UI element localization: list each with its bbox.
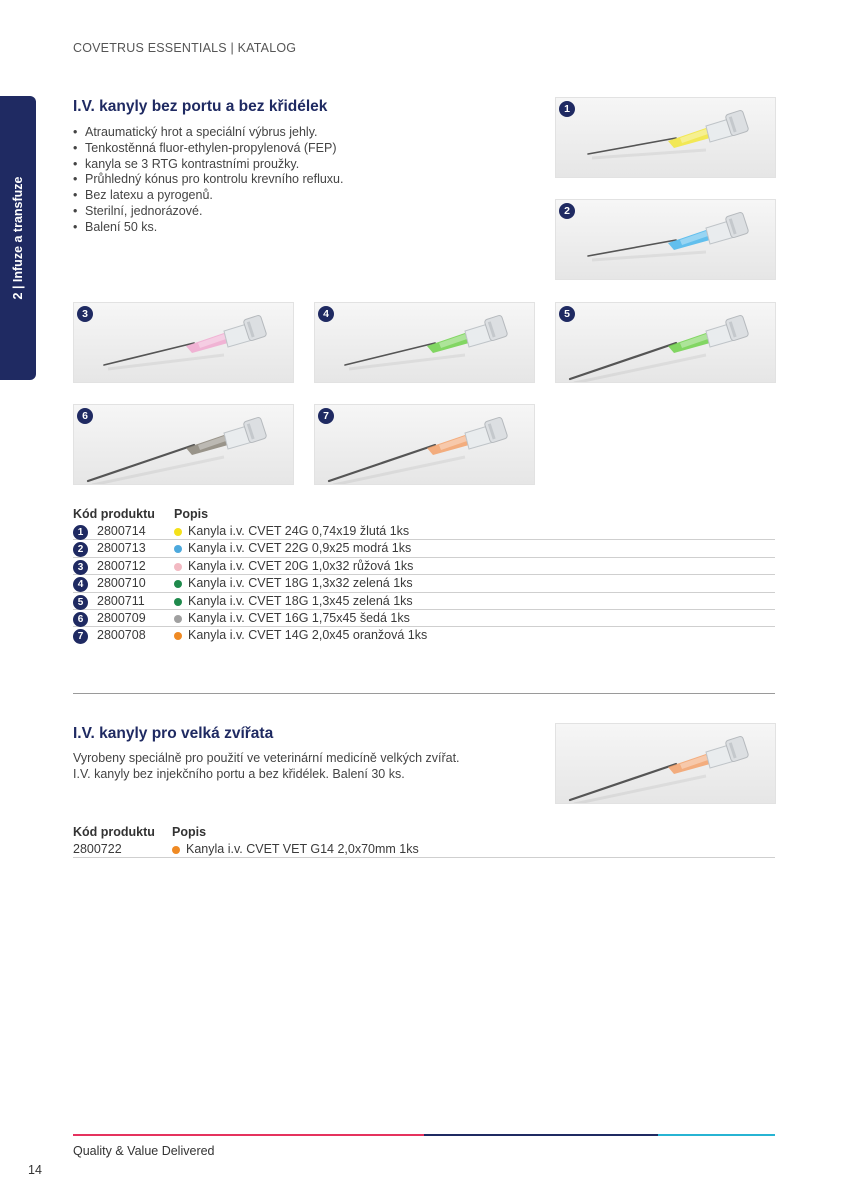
col-header-code: Kód produktu xyxy=(73,507,155,521)
footer-line-segment xyxy=(73,1134,424,1136)
product-photo-2 xyxy=(555,199,776,280)
footer-line-segment xyxy=(424,1134,658,1136)
description-line: Vyrobeny speciálně pro použití ve veterinární medicíně velkých zvířat. xyxy=(73,751,460,765)
product-code: 2800722 xyxy=(73,842,122,856)
col-header-description: Popis xyxy=(172,825,207,839)
table-row xyxy=(73,523,775,540)
chapter-side-tab xyxy=(0,96,36,380)
feature-bullet: • Atraumatický hrot a speciální výbrus jehly. xyxy=(73,125,533,141)
color-dot-icon xyxy=(174,545,182,553)
shadow xyxy=(92,457,224,485)
section-title-iv-cannulas: I.V. kanyly bez portu a bez křidélek xyxy=(73,98,328,115)
product-description: Kanyla i.v. CVET 20G 1,0x32 růžová 1ks xyxy=(188,558,414,573)
product-photo-3 xyxy=(73,302,294,383)
footer-tagline: Quality & Value Delivered xyxy=(73,1144,215,1158)
cannula-image xyxy=(315,303,535,383)
color-dot-icon xyxy=(174,632,182,640)
cannula-image xyxy=(556,724,776,804)
table-row xyxy=(73,540,775,557)
footer-line-segment xyxy=(658,1134,775,1136)
product-photo-6 xyxy=(73,404,294,485)
feature-bullet: • Průhledný kónus pro kontrolu krevního refluxu. xyxy=(73,172,533,188)
table-row xyxy=(73,841,775,858)
cannula-image xyxy=(556,98,776,178)
product-description: Kanyla i.v. CVET 24G 0,74x19 žlutá 1ks xyxy=(188,524,410,538)
col-header-code: Kód produktu xyxy=(73,825,155,839)
product-photo-1 xyxy=(555,97,776,178)
shadow xyxy=(108,355,224,369)
table-row xyxy=(73,627,775,644)
shadow xyxy=(592,252,706,260)
footer-color-line xyxy=(73,1134,775,1136)
feature-bullet: • Sterilní, jednorázové. xyxy=(73,204,533,220)
product-code: 2800711 xyxy=(97,593,145,608)
section-divider xyxy=(73,693,775,694)
photo-badge: 3 xyxy=(77,306,93,322)
row-number-badge: 4 xyxy=(73,577,88,592)
section-title-large-animals: I.V. kanyly pro velká zvířata xyxy=(73,725,274,742)
product-code: 2800708 xyxy=(97,628,146,643)
photo-badge: 4 xyxy=(318,306,334,322)
shadow xyxy=(574,355,706,383)
table-header xyxy=(73,825,775,841)
color-dot-icon xyxy=(174,598,182,606)
feature-bullet: • Bez latexu a pyrogenů. xyxy=(73,188,533,204)
feature-bullet: • Balení 50 ks. xyxy=(73,220,533,236)
row-number-badge: 3 xyxy=(73,560,88,575)
description-line: I.V. kanyly bez injekčního portu a bez křidélek. Balení 30 ks. xyxy=(73,767,405,781)
color-dot-icon xyxy=(174,563,182,571)
cannula-image xyxy=(74,405,294,485)
product-description: Kanyla i.v. CVET 14G 2,0x45 oranžová 1ks xyxy=(188,628,428,643)
chapter-side-tab-label: 2 | Infuze a transfuze xyxy=(11,176,25,300)
cannula-image xyxy=(556,200,776,280)
product-description: Kanyla i.v. CVET VET G14 2,0x70mm 1ks xyxy=(186,842,419,856)
photo-badge: 2 xyxy=(559,203,575,219)
product-description: Kanyla i.v. CVET 16G 1,75x45 šedá 1ks xyxy=(188,610,410,625)
row-number-badge: 1 xyxy=(73,525,88,540)
product-code: 2800714 xyxy=(97,524,146,538)
table-row xyxy=(73,593,775,610)
color-dot-icon xyxy=(174,615,182,623)
shadow xyxy=(333,457,465,485)
product-code: 2800712 xyxy=(97,558,146,573)
shadow xyxy=(592,150,706,158)
table-header xyxy=(73,507,775,523)
photo-badge: 1 xyxy=(559,101,575,117)
row-number-badge: 2 xyxy=(73,542,88,557)
feature-bullet-list xyxy=(73,125,533,236)
row-number-badge: 5 xyxy=(73,595,88,610)
row-number-badge: 6 xyxy=(73,612,88,627)
section-description xyxy=(73,750,533,782)
cannula-image xyxy=(315,405,535,485)
product-description: Kanyla i.v. CVET 22G 0,9x25 modrá 1ks xyxy=(188,541,412,556)
shadow xyxy=(349,355,465,369)
cannula-image xyxy=(556,303,776,383)
product-code: 2800713 xyxy=(97,541,146,556)
product-photo-large-animal xyxy=(555,723,776,804)
product-table xyxy=(73,507,775,645)
cannula-image xyxy=(74,303,294,383)
photo-badge: 6 xyxy=(77,408,93,424)
photo-badge: 5 xyxy=(559,306,575,322)
feature-bullet-continuation: • kanyla se 3 RTG kontrastními proužky. xyxy=(73,157,533,173)
product-photo-5 xyxy=(555,302,776,383)
table-row xyxy=(73,575,775,592)
shadow xyxy=(574,776,706,804)
page-number: 14 xyxy=(28,1163,42,1177)
color-dot-icon xyxy=(174,528,182,536)
color-dot-icon xyxy=(172,846,180,854)
col-header-description: Popis xyxy=(174,507,209,521)
product-photo-4 xyxy=(314,302,535,383)
table-row xyxy=(73,558,775,575)
catalog-header: COVETRUS ESSENTIALS | KATALOG xyxy=(73,41,297,55)
product-code: 2800709 xyxy=(97,610,146,625)
product-photo-7 xyxy=(314,404,535,485)
table-row xyxy=(73,610,775,627)
row-number-badge: 7 xyxy=(73,629,88,644)
color-dot-icon xyxy=(174,580,182,588)
product-description: Kanyla i.v. CVET 18G 1,3x45 zelená 1ks xyxy=(188,593,413,608)
product-description: Kanyla i.v. CVET 18G 1,3x32 zelená 1ks xyxy=(188,576,413,591)
photo-badge: 7 xyxy=(318,408,334,424)
product-table-large-animals xyxy=(73,825,775,858)
product-code: 2800710 xyxy=(97,576,146,591)
feature-bullet: • Tenkostěnná fluor-ethylen-propylenová (FEP) xyxy=(73,141,533,157)
